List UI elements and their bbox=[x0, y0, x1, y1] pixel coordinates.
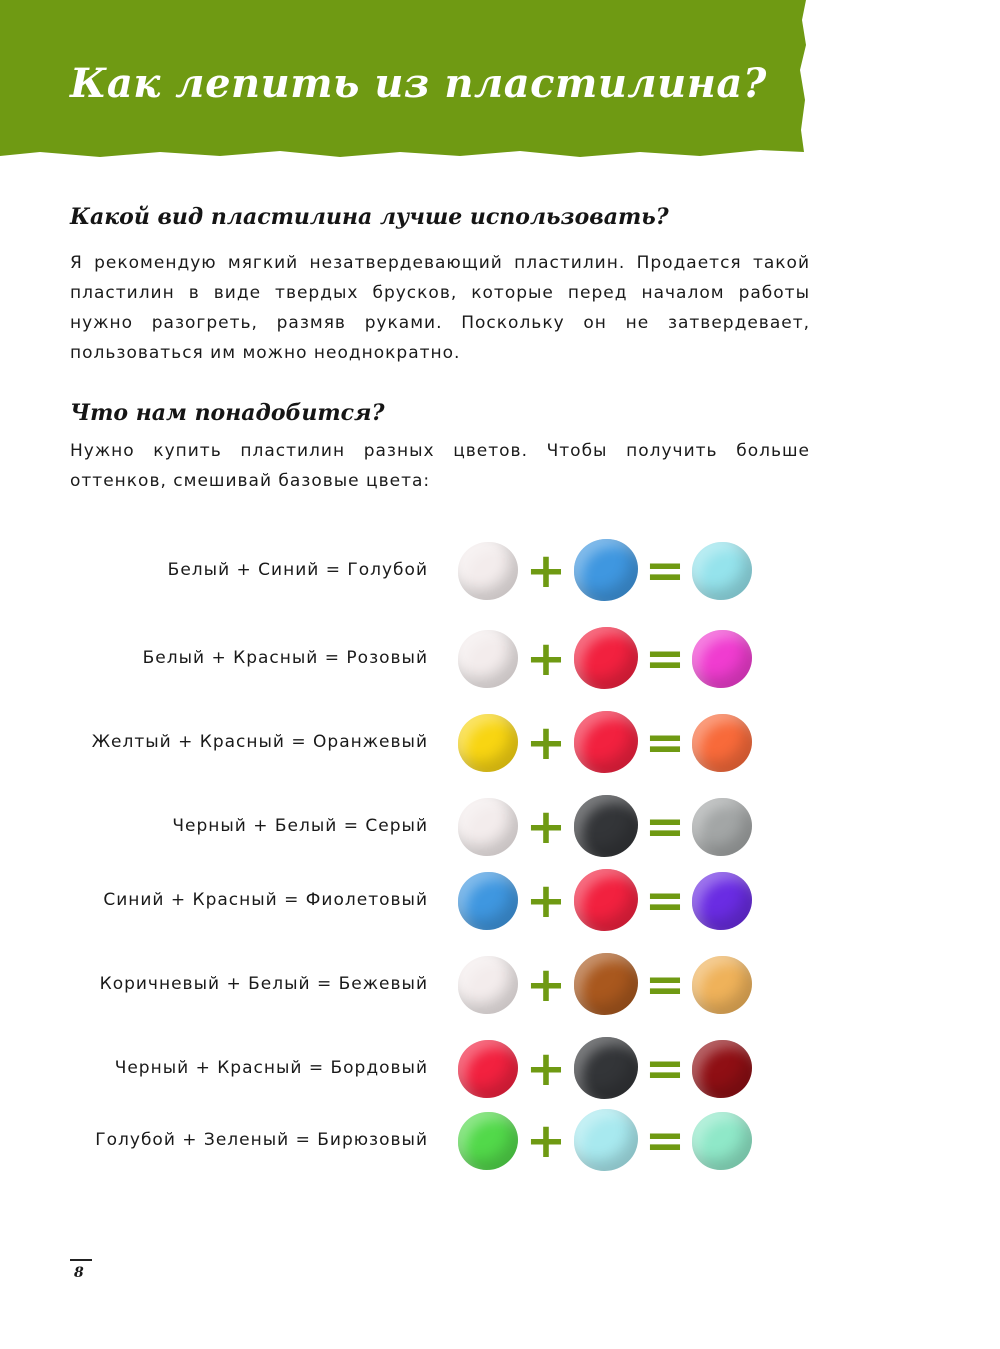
equals-sign: = bbox=[644, 715, 686, 771]
plus-sign: + bbox=[525, 799, 567, 855]
plus-sign: + bbox=[525, 543, 567, 599]
equals-sign: = bbox=[644, 957, 686, 1013]
mix-row bbox=[0, 1106, 1000, 1176]
equals-sign: = bbox=[644, 1113, 686, 1169]
section-heading-type: Какой вид пластилина лучше использовать? bbox=[70, 204, 669, 230]
clay-ball-green bbox=[458, 1112, 518, 1170]
mix-label: Коричневый + Белый = Бежевый bbox=[99, 974, 428, 994]
clay-ball-light-blue bbox=[574, 1109, 638, 1171]
clay-ball-gray bbox=[692, 798, 752, 856]
clay-ball-white bbox=[458, 542, 518, 600]
mix-row bbox=[0, 708, 1000, 778]
clay-ball-burgundy bbox=[692, 1040, 752, 1098]
equals-sign: = bbox=[644, 631, 686, 687]
section-text-needs: Нужно купить пластилин разных цветов. Чтобы получить больше оттенков, смешивай базовые цвета: bbox=[70, 441, 810, 491]
clay-ball-orange bbox=[692, 714, 752, 772]
mix-label: Белый + Красный = Розовый bbox=[142, 648, 428, 668]
mix-label: Голубой + Зеленый = Бирюзовый bbox=[95, 1130, 428, 1150]
plus-sign: + bbox=[525, 957, 567, 1013]
clay-ball-purple bbox=[692, 872, 752, 930]
mix-row bbox=[0, 1034, 1000, 1104]
clay-ball-beige bbox=[692, 956, 752, 1014]
clay-ball-pink bbox=[692, 630, 752, 688]
clay-ball-blue bbox=[574, 539, 638, 601]
clay-ball-brown bbox=[574, 953, 638, 1015]
page-number-rule bbox=[70, 1259, 92, 1261]
plus-sign: + bbox=[525, 1113, 567, 1169]
equals-sign: = bbox=[644, 543, 686, 599]
equals-sign: = bbox=[644, 799, 686, 855]
mix-row bbox=[0, 536, 1000, 606]
mix-row bbox=[0, 866, 1000, 936]
clay-ball-turquoise bbox=[692, 1112, 752, 1170]
clay-ball-yellow bbox=[458, 714, 518, 772]
clay-ball-red bbox=[574, 711, 638, 773]
mix-label: Желтый + Красный = Оранжевый bbox=[91, 732, 428, 752]
mix-label: Синий + Красный = Фиолетовый bbox=[103, 890, 428, 910]
clay-ball-light-blue bbox=[692, 542, 752, 600]
equals-sign: = bbox=[644, 1041, 686, 1097]
page-title: Как лепить из пластилина? bbox=[70, 60, 767, 107]
plus-sign: + bbox=[525, 715, 567, 771]
clay-ball-white bbox=[458, 798, 518, 856]
plus-sign: + bbox=[525, 631, 567, 687]
clay-ball-red bbox=[574, 627, 638, 689]
clay-ball-red bbox=[458, 1040, 518, 1098]
equals-sign: = bbox=[644, 873, 686, 929]
section-text-type: Я рекомендую мягкий незатвердевающий пластилин. Продается такой пластилин в виде твердых брусков, которые перед началом работы нужно разогреть, размяв руками. Поскольку он не затвердевает, пользоваться им можно неоднократно. bbox=[70, 253, 810, 363]
clay-ball-blue bbox=[458, 872, 518, 930]
clay-ball-black bbox=[574, 1037, 638, 1099]
clay-ball-red bbox=[574, 869, 638, 931]
mix-label: Белый + Синий = Голубой bbox=[167, 560, 428, 580]
clay-ball-black bbox=[574, 795, 638, 857]
clay-ball-white bbox=[458, 630, 518, 688]
mix-label: Черный + Красный = Бордовый bbox=[114, 1058, 428, 1078]
plus-sign: + bbox=[525, 1041, 567, 1097]
mix-label: Черный + Белый = Серый bbox=[172, 816, 428, 836]
plus-sign: + bbox=[525, 873, 567, 929]
page-number: 8 bbox=[74, 1265, 84, 1281]
clay-ball-white bbox=[458, 956, 518, 1014]
mix-row bbox=[0, 624, 1000, 694]
mix-row bbox=[0, 792, 1000, 862]
section-heading-needs: Что нам понадобится? bbox=[70, 400, 385, 426]
mix-row bbox=[0, 950, 1000, 1020]
